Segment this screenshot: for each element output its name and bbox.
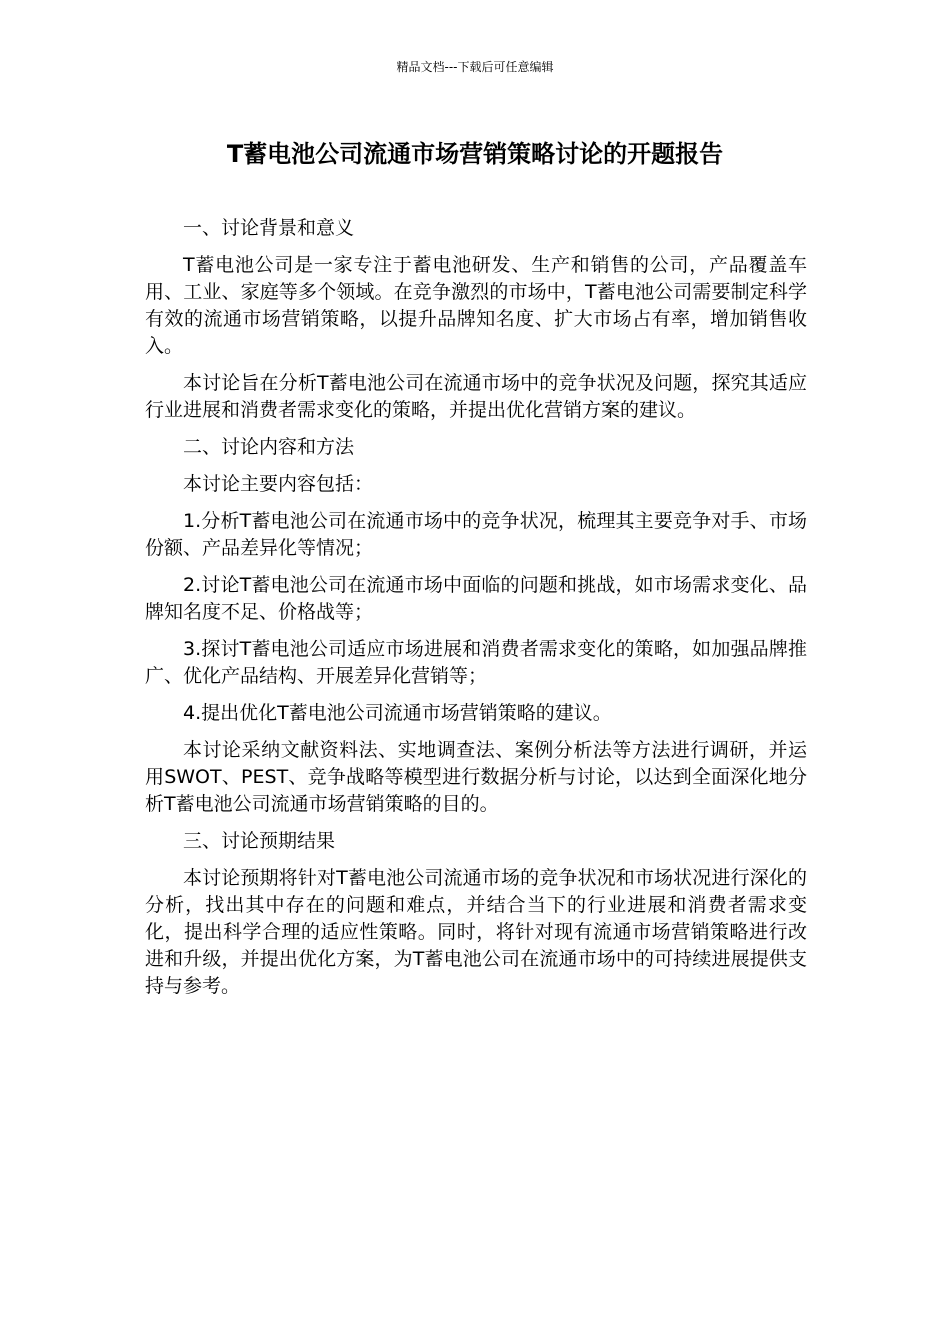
- document-body: [145, 215, 807, 1010]
- section-heading-background: 一、讨论背景和意义: [183, 217, 355, 239]
- page-header: 精品文档---下载后可任意编辑: [396, 60, 554, 74]
- section-heading-expected-results: 三、讨论预期结果: [183, 830, 336, 852]
- list-item: 2.讨论T蓄电池公司在流通市场中面临的问题和挑战，如市场需求变化、品牌知名度不足、价格战等；: [145, 574, 807, 623]
- document-title: T蓄电池公司流通市场营销策略讨论的开题报告: [226, 140, 724, 168]
- paragraph: T蓄电池公司是一家专注于蓄电池研发、生产和销售的公司，产品覆盖车用、工业、家庭等多个领域。在竞争激烈的市场中，T蓄电池公司需要制定科学有效的流通市场营销策略，以提升品牌知名度、扩大市场占有率，增加销售收入。: [145, 254, 807, 357]
- section-heading-content-method: 二、讨论内容和方法: [183, 436, 355, 458]
- paragraph: 本讨论旨在分析T蓄电池公司在流通市场中的竞争状况及问题，探究其适应行业进展和消费者需求变化的策略，并提出优化营销方案的建议。: [145, 372, 807, 421]
- list-item: 3.探讨T蓄电池公司适应市场进展和消费者需求变化的策略，如加强品牌推广、优化产品结构、开展差异化营销等；: [145, 638, 807, 687]
- paragraph: 本讨论预期将针对T蓄电池公司流通市场的竞争状况和市场状况进行深化的分析，找出其中存在的问题和难点，并结合当下的行业进展和消费者需求变化，提出科学合理的适应性策略。同时，将针对现有流通市场营销策略进行改进和升级，并提出优化方案，为T蓄电池公司在流通市场中的可持续进展提供支持与参考。: [145, 867, 807, 997]
- paragraph: 本讨论主要内容包括：: [183, 473, 374, 495]
- list-item: 4.提出优化T蓄电池公司流通市场营销策略的建议。: [183, 702, 612, 724]
- paragraph: 本讨论采纳文献资料法、实地调查法、案例分析法等方法进行调研，并运用SWOT、PEST、竞争战略等模型进行数据分析与讨论，以达到全面深化地分析T蓄电池公司流通市场营销策略的目的。: [145, 739, 807, 815]
- list-item: 1.分析T蓄电池公司在流通市场中的竞争状况，梳理其主要竞争对手、市场份额、产品差异化等情况；: [145, 510, 807, 559]
